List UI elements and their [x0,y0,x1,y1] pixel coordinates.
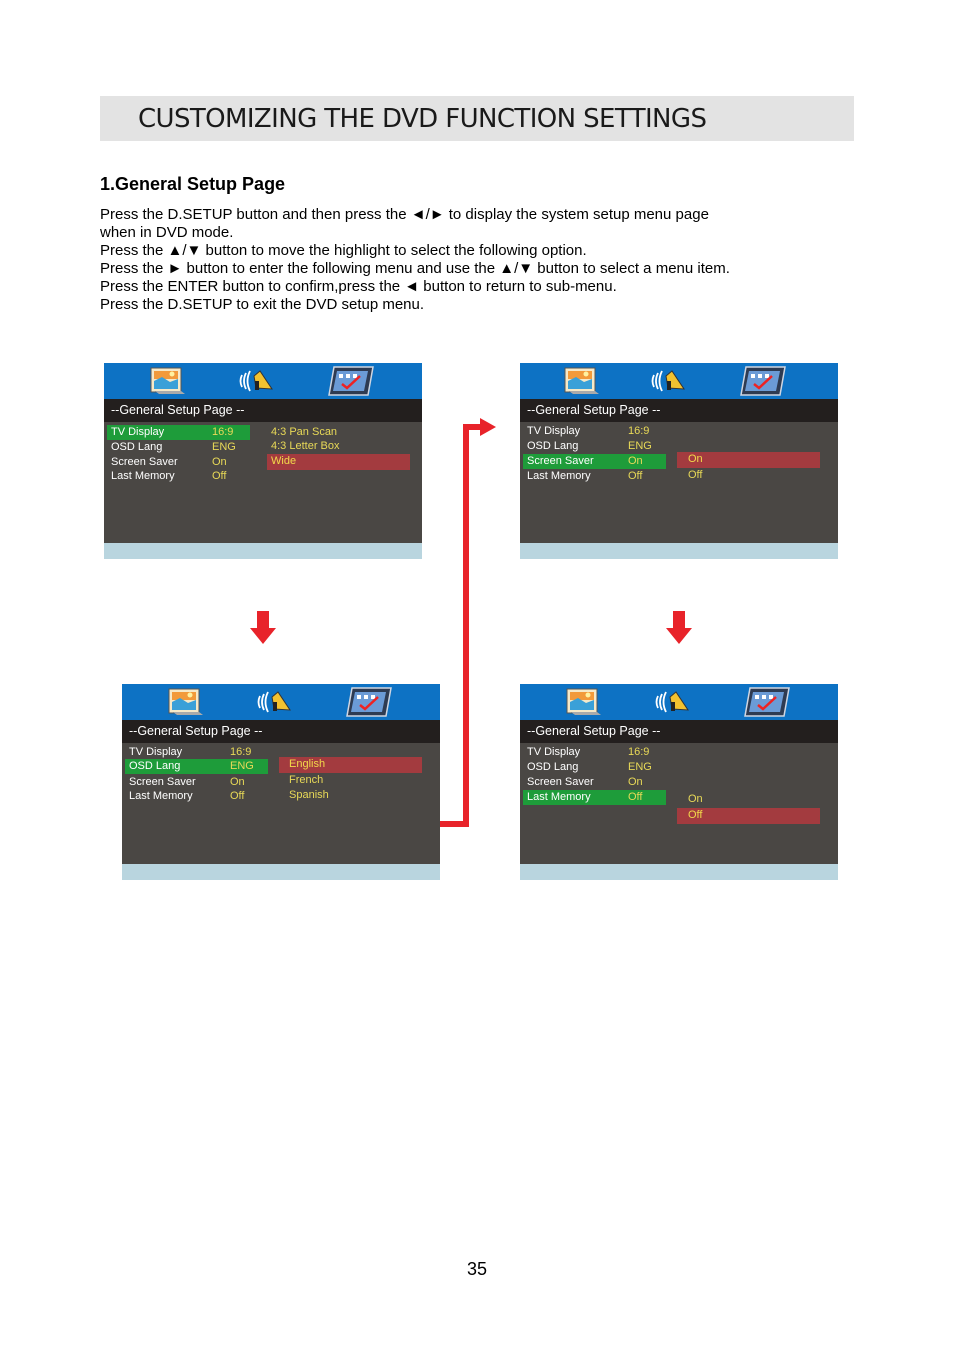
preference-setup-icon[interactable] [740,366,786,396]
menu-item-tv-display[interactable] [523,745,666,760]
menu-footer [520,543,838,559]
menu-item-value: ENG [628,761,652,773]
arrow-down-icon [249,611,277,645]
option-label: On [688,453,703,465]
menu-footer [520,864,838,880]
option-label: On [688,793,703,805]
menu-header-label: --General Setup Page -- [527,403,661,417]
menu-item-value: Off [230,790,245,802]
menu-item-value: On [628,776,643,788]
preference-setup-icon[interactable] [744,687,790,717]
menu-topbar [520,363,838,399]
arrow-down-icon [665,611,693,645]
flow-connector-arrow-icon [436,416,500,832]
audio-setup-icon[interactable] [256,688,296,716]
option-french[interactable] [279,773,422,789]
menu-header [104,399,422,422]
menu-item-label: Last Memory [111,470,175,482]
option-label: English [289,758,326,770]
menu-header-label: --General Setup Page -- [129,724,263,738]
option-label: Wide [271,455,297,467]
menu-header [520,720,838,743]
menu-item-value: Off [628,470,643,482]
menu-item-osd-lang[interactable] [523,760,666,775]
option-label: Spanish [289,789,329,801]
title-banner [100,96,854,141]
preference-setup-icon[interactable] [346,687,392,717]
option-on[interactable] [677,452,820,468]
menu-item-label: Screen Saver [527,776,594,788]
page-number: 35 [466,1259,488,1279]
menu-header [122,720,440,743]
menu-item-value: ENG [230,760,254,772]
menu-item-value: On [230,776,245,788]
option-label: French [289,774,324,786]
instructions [100,206,730,314]
picture-setup-icon[interactable] [168,688,204,716]
section-title: 1.General Setup Page [100,174,286,194]
menu-item-label: Last Memory [527,791,591,803]
option-spanish[interactable] [279,788,422,804]
picture-setup-icon[interactable] [150,367,186,395]
menu-item-tv-display[interactable] [107,425,250,440]
option-letter-box[interactable] [267,439,410,455]
menu-item-label: Screen Saver [111,456,178,468]
menu-header-label: --General Setup Page -- [111,403,245,417]
menu-item-label: OSD Lang [527,761,579,773]
picture-setup-icon[interactable] [566,688,602,716]
instruction-line: Press the ► button to enter the following menu and use the ▲/▼ button to select a menu item. [100,260,730,277]
menu-item-last-memory[interactable] [523,469,666,484]
page-heading: CUSTOMIZING THE DVD FUNCTION SETTINGS [138,104,707,134]
menu-item-last-memory[interactable] [125,789,268,804]
menu-item-label: TV Display [129,746,183,758]
menu-item-label: Screen Saver [527,455,594,467]
menu-item-label: OSD Lang [129,760,181,772]
option-label: 4:3 Letter Box [271,440,340,452]
menu-item-label: Last Memory [129,790,193,802]
menu-item-value: Off [628,791,643,803]
audio-setup-icon[interactable] [650,367,690,395]
instruction-line: Press the D.SETUP button and then press the ◄/► to display the system setup menu page [100,206,709,223]
audio-setup-icon[interactable] [238,367,278,395]
screen-last-memory [520,684,838,880]
menu-item-tv-display[interactable] [523,424,666,439]
option-on[interactable] [677,792,820,808]
menu-topbar [104,363,422,399]
menu-item-osd-lang[interactable] [523,439,666,454]
menu-item-value: 16:9 [628,425,650,437]
screen-tv-display [104,363,422,559]
instruction-line: when in DVD mode. [100,224,234,241]
option-wide[interactable] [267,454,410,470]
menu-item-screen-saver[interactable] [107,455,250,470]
menu-item-value: Off [212,470,227,482]
menu-item-osd-lang[interactable] [125,759,268,774]
menu-item-value: 16:9 [628,746,650,758]
menu-item-value: 16:9 [230,746,252,758]
option-label: 4:3 Pan Scan [271,426,338,438]
menu-item-label: OSD Lang [111,441,163,453]
menu-item-label: Last Memory [527,470,591,482]
menu-header-label: --General Setup Page -- [527,724,661,738]
menu-topbar [122,684,440,720]
menu-footer [122,864,440,880]
menu-item-value: ENG [628,440,652,452]
menu-item-last-memory[interactable] [523,790,666,805]
menu-item-last-memory[interactable] [107,469,250,484]
audio-setup-icon[interactable] [654,688,694,716]
menu-item-value: ENG [212,441,236,453]
option-off[interactable] [677,808,820,824]
menu-item-label: TV Display [111,426,165,438]
screen-osd-lang [122,684,440,880]
option-label: Off [688,469,703,481]
menu-item-osd-lang[interactable] [107,440,250,455]
menu-item-screen-saver[interactable] [523,775,666,790]
menu-item-value: On [212,456,227,468]
menu-item-value: On [628,455,643,467]
menu-item-value: 16:9 [212,426,234,438]
option-off[interactable] [677,468,820,484]
menu-footer [104,543,422,559]
menu-topbar [520,684,838,720]
menu-item-label: TV Display [527,425,581,437]
menu-item-screen-saver[interactable] [523,454,666,469]
preference-setup-icon[interactable] [328,366,374,396]
menu-item-label: OSD Lang [527,440,579,452]
menu-item-label: TV Display [527,746,581,758]
menu-item-tv-display[interactable] [125,745,268,760]
menu-header [520,399,838,422]
menu-item-screen-saver[interactable] [125,775,268,790]
instruction-line: Press the ▲/▼ button to move the highlight to select the following option. [100,242,587,259]
instruction-line: Press the D.SETUP to exit the DVD setup menu. [100,296,425,313]
screen-screen-saver [520,363,838,559]
option-english[interactable] [279,757,422,773]
instruction-line: Press the ENTER button to confirm,press the ◄ button to return to sub-menu. [100,278,617,295]
picture-setup-icon[interactable] [564,367,600,395]
option-label: Off [688,809,703,821]
menu-item-label: Screen Saver [129,776,196,788]
